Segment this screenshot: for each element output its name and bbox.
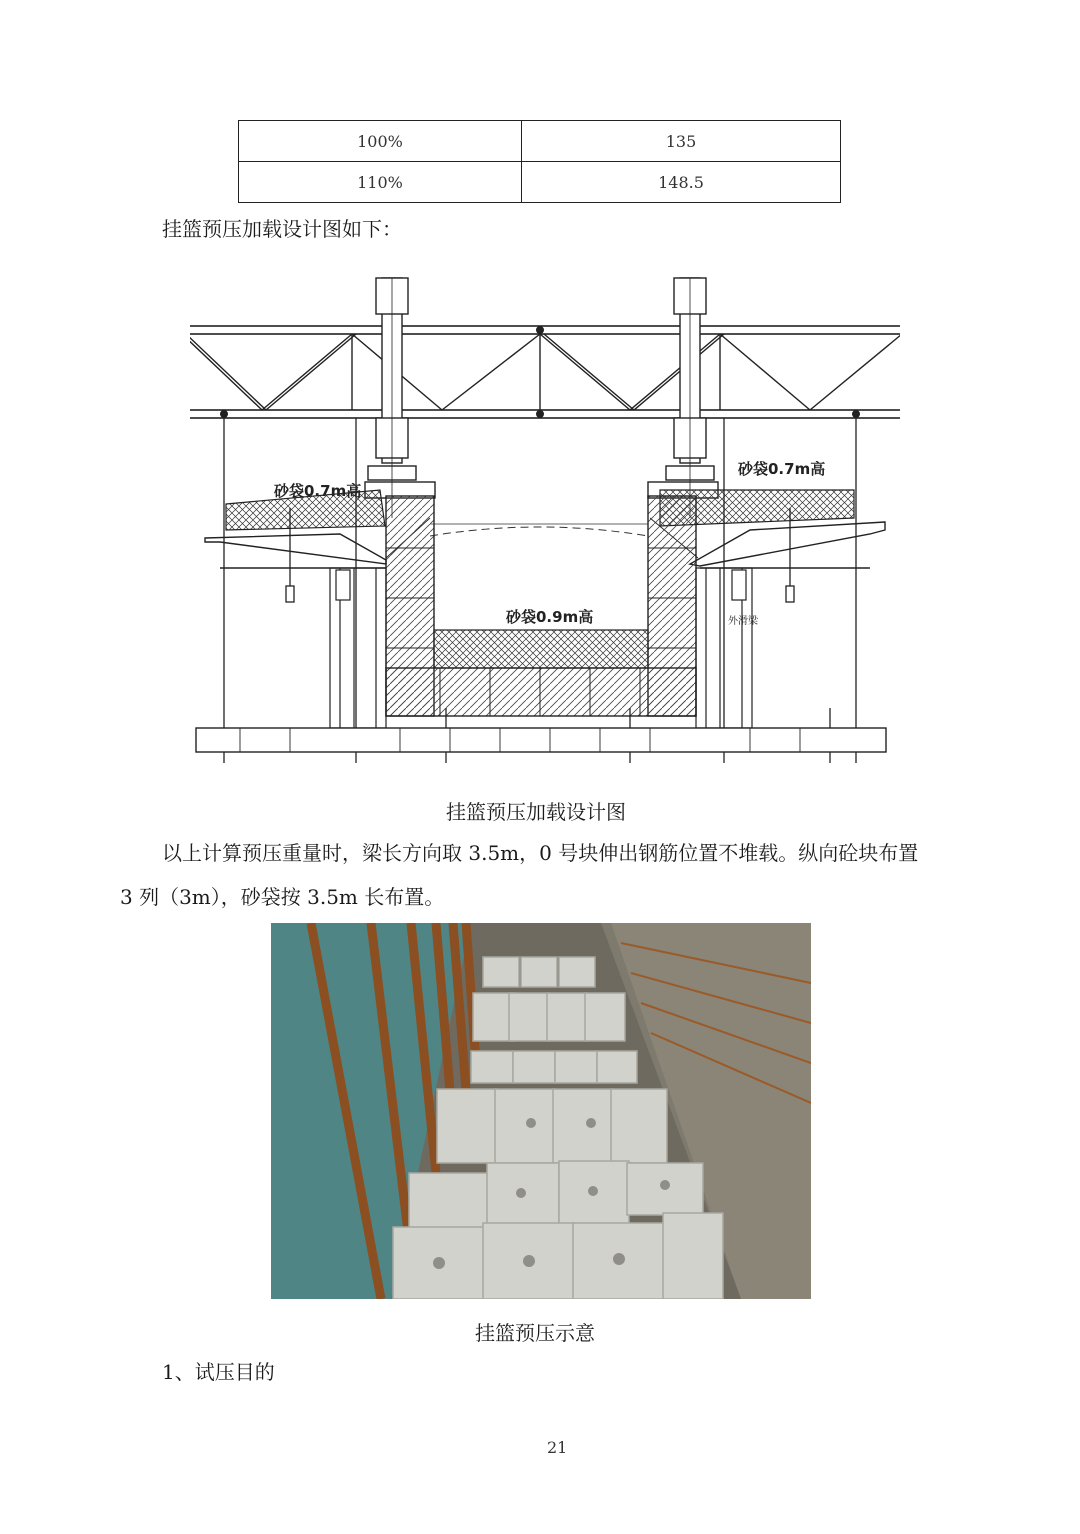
drawing-caption: 挂篮预压加载设计图 <box>446 800 626 824</box>
label-sandbag-left: 砂袋0.7m高 <box>274 482 362 500</box>
intro-text: 挂篮预压加载设计图如下： <box>162 217 402 241</box>
design-drawing <box>190 268 900 772</box>
label-sandbag-center: 砂袋0.9m高 <box>506 608 594 626</box>
table-row <box>239 121 841 162</box>
table-cell-ratio: 110% <box>239 162 522 203</box>
table-cell-value: 148.5 <box>522 162 841 203</box>
preload-photo <box>271 923 811 1299</box>
label-outer-beam: 外滑梁 <box>728 616 758 627</box>
bottom-slab <box>386 668 696 716</box>
photo-caption: 挂篮预压示意 <box>475 1321 595 1345</box>
paragraph-line-1: 以上计算预压重量时，梁长方向取 3.5m，0 号块伸出钢筋位置不堆载。纵向砼块布置 <box>162 841 919 865</box>
label-sandbag-right: 砂袋0.7m高 <box>738 460 826 478</box>
section-heading: 1、试压目的 <box>162 1360 275 1384</box>
load-table <box>238 120 841 203</box>
bottom-platform <box>196 728 886 752</box>
paragraph-line-2: 3 列（3m），砂袋按 3.5m 长布置。 <box>120 885 445 909</box>
truss <box>190 326 900 418</box>
table-row <box>239 162 841 203</box>
page-number: 21 <box>547 1438 568 1457</box>
table-cell-ratio: 100% <box>239 121 522 162</box>
sandbag-center <box>434 630 648 668</box>
jack-column-left <box>365 278 435 518</box>
table-cell-value: 135 <box>522 121 841 162</box>
jack-column-right <box>648 278 718 518</box>
